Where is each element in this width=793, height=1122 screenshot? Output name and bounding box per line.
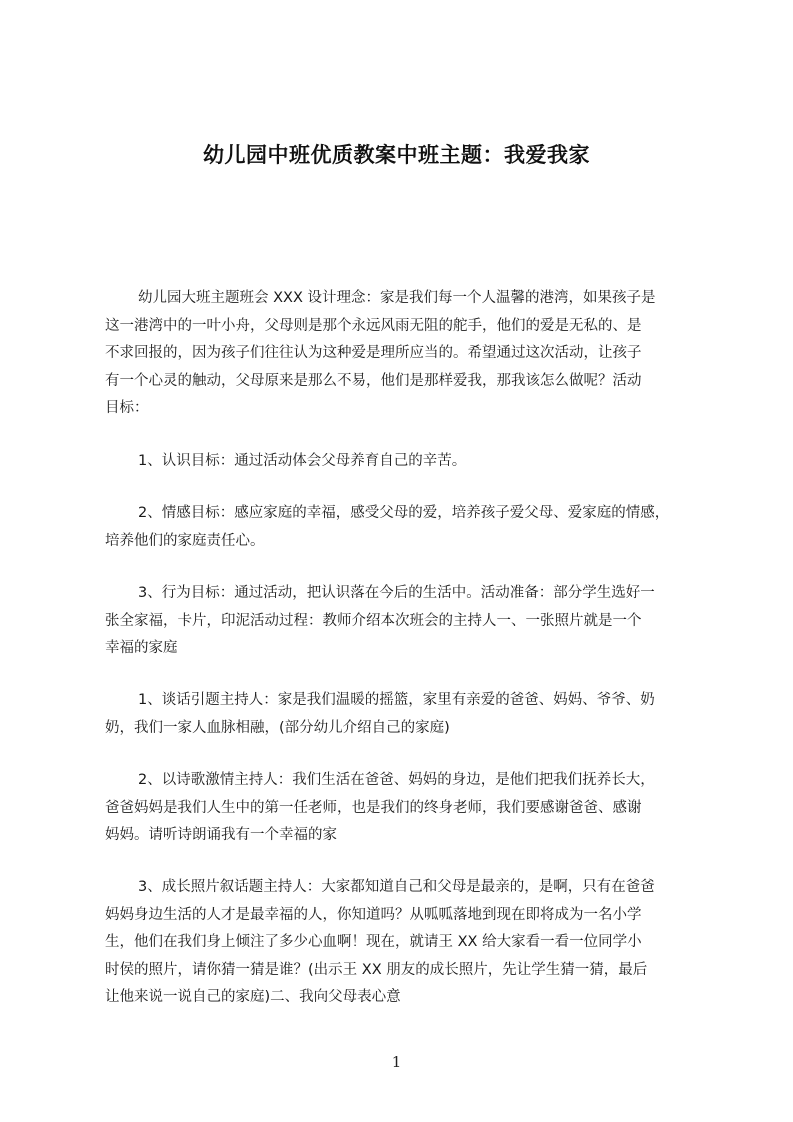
text-line: 时侯的照片，请你猜一猜是谁？(出示王 XX 朋友的成长照片，先让学生猜一猜，最后 (105, 961, 648, 978)
paragraph-design-concept (105, 285, 715, 423)
text-line: 3、行为目标：通过活动，把认识落在今后的生活中。活动准备：部分学生选好一 (138, 585, 655, 601)
page-number: 1 (391, 1053, 402, 1071)
text-line: 3、成长照片叙话题主持人：大家都知道自己和父母是最亲的，是啊，只有在爸爸 (138, 879, 655, 895)
paragraph-conversation-intro (105, 687, 715, 742)
text-line: 幼儿园大班主题班会 XXX 设计理念：家是我们每一个人温馨的港湾，如果孩子是 (138, 290, 656, 306)
text-line: 有一个心灵的触动，父母原来是那么不易，他们是那样爱我，那我该怎么做呢？活动 (105, 372, 642, 389)
text-line: 2、以诗歌激情主持人：我们生活在爸爸、妈妈的身边，是他们把我们抚养长大， (138, 772, 655, 788)
text-line: 1、谈话引题主持人：家是我们温暖的摇篮，家里有亲爱的爸爸、妈妈、爷爷、奶 (138, 692, 655, 708)
text-line: 幸福的家庭 (105, 640, 178, 656)
text-line: 妈妈。请听诗朗诵我有一个幸福的家 (105, 827, 337, 843)
paragraph-growth-photos (105, 874, 715, 1012)
paragraph-cognitive-goal (105, 448, 715, 476)
document-title: 幼儿园中班优质教案中班主题：我爱我家 (203, 143, 590, 167)
text-line: 让他来说一说自己的家庭)二、我向父母表心意 (105, 989, 401, 1005)
paragraph-behavior-goal (105, 580, 715, 663)
text-line: 目标： (105, 400, 149, 416)
text-line: 妈妈身边生活的人才是最幸福的人，你知道吗？从呱呱落地到现在即将成为一名小学 (105, 906, 642, 923)
text-line: 奶，我们一家人血脉相融，(部分幼儿介绍自己的家庭) (105, 719, 450, 736)
text-line: 培养他们的家庭责任心。 (105, 532, 265, 549)
text-line: 张全家福，卡片，印泥活动过程：教师介绍本次班会的主持人一、一张照片就是一个 (105, 612, 642, 629)
text-line: 1、认识目标：通过活动体会父母养育自己的辛苦。 (138, 453, 467, 469)
text-line: 生，他们在我们身上倾注了多少心血啊！现在，就请王 XX 给大家看一看一位同学小 (105, 934, 642, 950)
paragraph-poem-passion (105, 767, 715, 850)
text-line: 2、情感目标：感应家庭的幸福，感受父母的爱，培养孩子爱父母、爱家庭的情感， (138, 505, 670, 521)
text-line: 爸爸妈妈是我们人生中的第一任老师，也是我们的终身老师，我们要感谢爸爸、感谢 (105, 799, 642, 816)
text-line: 不求回报的，因为孩子们往往认为这种爱是理所应当的。希望通过这次活动，让孩子 (105, 345, 642, 361)
text-line: 这一港湾中的一叶小舟，父母则是那个永远风雨无阻的舵手，他们的爱是无私的、是 (105, 317, 642, 334)
paragraph-emotional-goal (105, 500, 715, 555)
